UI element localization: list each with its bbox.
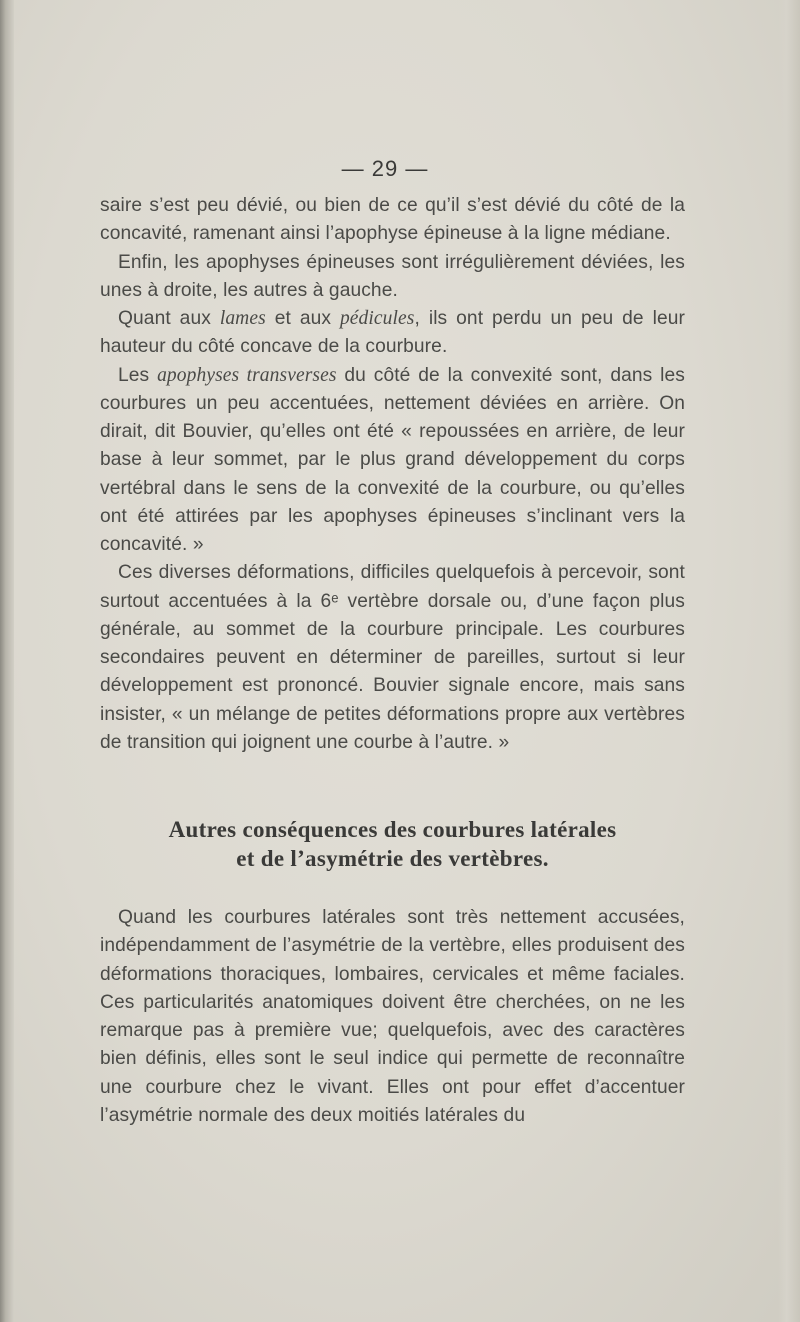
- paragraph: Ces diverses déformations, difficiles quelquefois à percevoir, sont surtout accentuées à la 6ᵉ vertèbre dorsale ou, d’une façon plus générale, au sommet de la courbure principale. Les courbures secondaires peuvent en déterminer de pareilles, surtout si leur développement est prononcé. Bouvier signale encore, mais sans insister, « un mélange de petites déformations propre aux vertèbres de transition qui joignent une courbe à l’autre. »: [100, 562, 685, 753]
- text-run: , ils ont perdu un peu de leur hauteur du côté concave de la courbure.: [100, 308, 685, 358]
- section-heading-line: Autres conséquences des courbures latérales: [168, 817, 617, 842]
- italic-term: lames: [219, 308, 266, 329]
- body-text-top: [100, 192, 685, 757]
- italic-term: pédicules: [339, 308, 415, 329]
- text-run: Les: [118, 364, 158, 386]
- paragraph: Enfin, les apophyses épineuses sont irrégulièrement déviées, les unes à droite, les autres à gauche.: [100, 251, 685, 301]
- paragraph: [100, 305, 685, 362]
- italic-term: apophyses transverses: [157, 364, 337, 386]
- body-text-bottom: [100, 904, 685, 1130]
- paragraph: [100, 362, 685, 560]
- page-edge: [778, 0, 800, 1322]
- section-heading: [80, 815, 705, 873]
- paragraph: saire s’est peu dévié, ou bien de ce qu’il s’est dévié du côté de la concavité, ramenant ainsi l’apophyse épineuse à la ligne médiane.: [100, 195, 685, 245]
- text-run: Quant aux: [118, 308, 220, 329]
- paragraph: Quand les courbures latérales sont très nettement accusées, indépendamment de l’asymétrie de la vertèbre, elles produisent des déformations thoraciques, lombaires, cervicales et même faciales. Ces particularités anatomiques doivent être cherchées, on ne les remarque pas à première vue; quelquefois, avec des caractères bien définis, elles sont le seul indice qui permette de reconnaître une courbure chez le vivant. Elles ont pour effet d’accentuer l’asymétrie normale des deux moitiés latérales du: [100, 907, 685, 1126]
- page-number: — 29 —: [341, 156, 429, 181]
- page-binding-shadow: [0, 0, 14, 1322]
- text-run: et aux: [265, 308, 340, 329]
- section-heading-line: et de l’asymétrie des vertèbres.: [236, 846, 549, 871]
- text-run: du côté de la convexité sont, dans les courbures un peu accentuées, nettement déviées en arrière. On dirait, dit Bouvier, qu’elles ont été « repoussées en arrière, de leur base à leur sommet, par le plus grand développement du corps vertébral dans le sens de la convexité de la courbure, ou qu’elles ont été attirées par les apophyses épineuses s’inclinant vers la concavité. »: [100, 364, 685, 555]
